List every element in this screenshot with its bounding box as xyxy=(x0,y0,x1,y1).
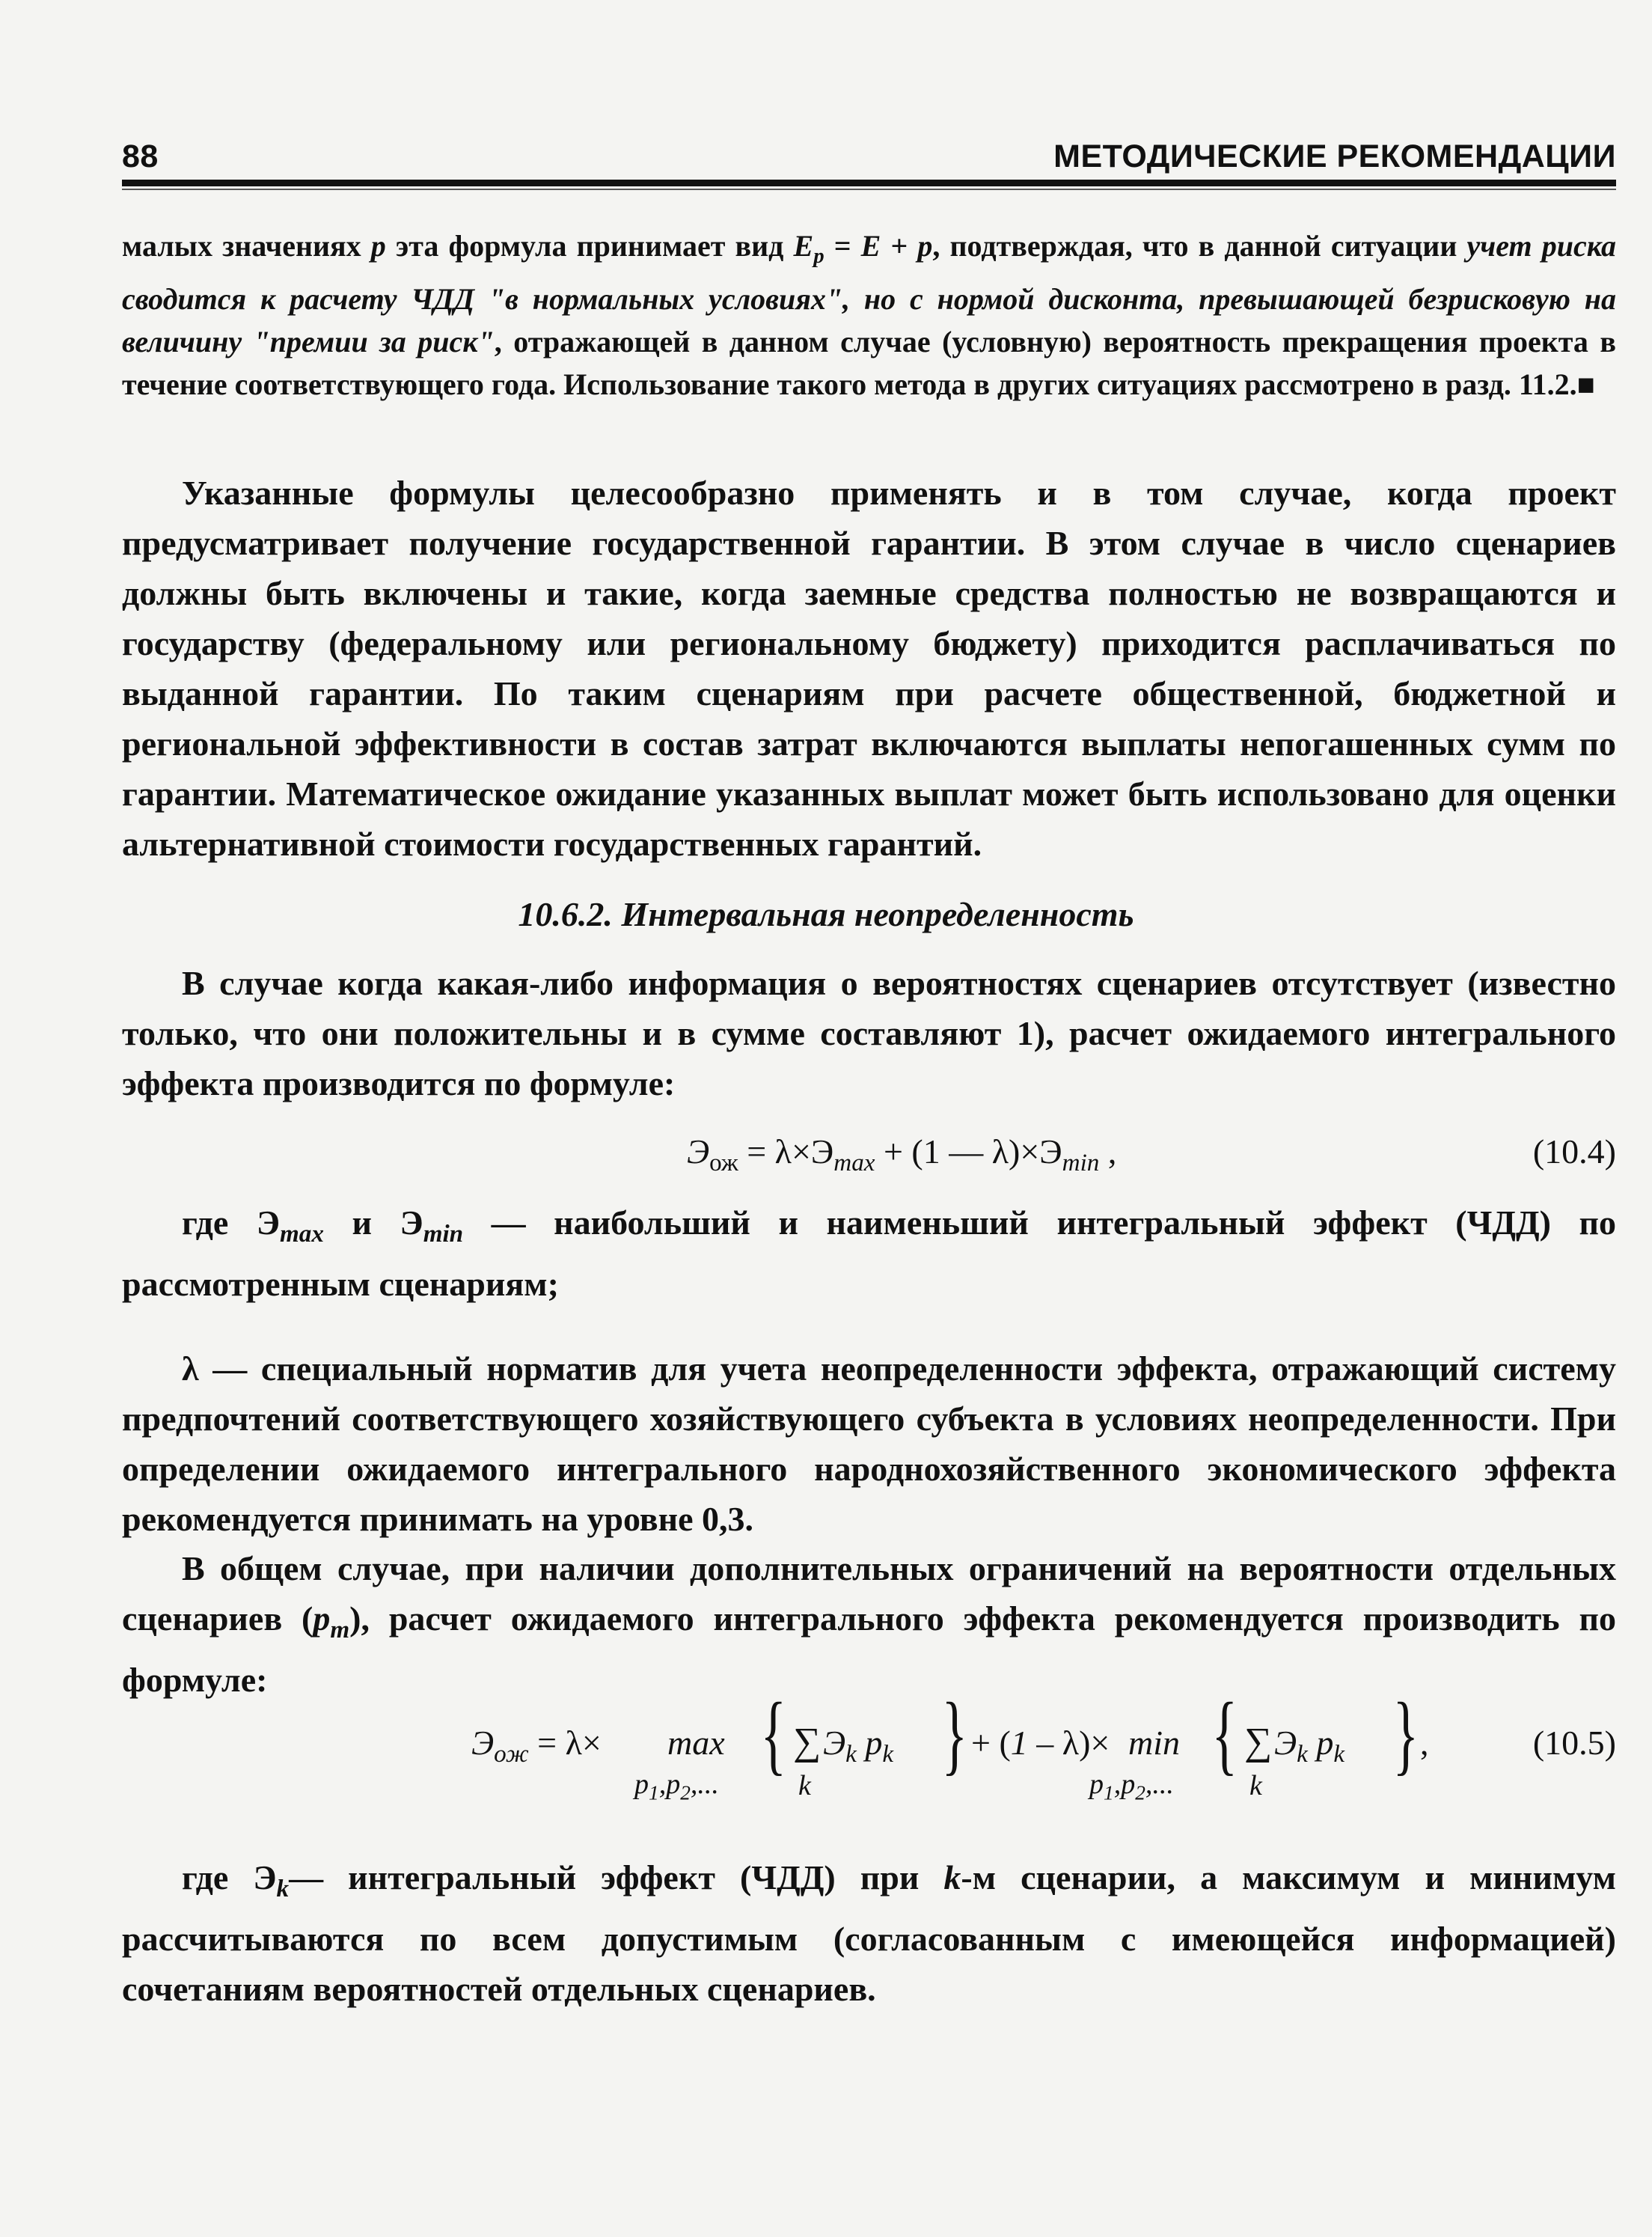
equation-number-10-4: (10.4) xyxy=(1532,1132,1616,1171)
paragraph-general-case: В общем случае, при наличии дополнительных ограничений на вероятности отдельных сценариев $(p_m)$, расчет ожидаемого интегрального эффекта рекомендуется производить по формуле: xyxy=(122,1549,1616,1700)
page-number: 88 xyxy=(122,138,159,174)
end-mark: ■ xyxy=(1576,367,1595,401)
paragraph-interval: В случае когда какая-либо информация о вероятностях сценариев отсутствует (известно только, что они положительны и в сумме составляют 1), расчет ожидаемого интегрального эффекта производится по формуле: xyxy=(122,964,1616,1102)
paragraph-continuation: малых значениях p эта формула принимает вид $E_p = E + p$, подтверждая, что в данной ситуации учет риска сводится к расчету ЧДД "в нормальных условиях", но с нормой дисконта, превышающей безрисковую на величину "премии за риск", отражающей в данном случае (условную) вероятность прекращения проекта в течение соответствующего года. Использование такого метода в других ситуациях рассмотрено в разд. 11.2.■ xyxy=(122,229,1617,401)
equation-10-5: $Э_{ож} = \lambda\times$ max $p_1,p_2$,... { ∑ $Э_k$ $p_k$ k } + (1 – λ)× min $p_1,p_2$,... { ∑ $Э_k$ $p_k$ k } , xyxy=(471,1684,1429,1804)
equation-10-4: $Э_{ож} = \lambda\times Э_{max} + (1$ — $\lambda)\times Э_{min}$ , xyxy=(687,1132,1117,1177)
paragraph-guarantees: Указанные формулы целесообразно применять и в том случае, когда проект предусматривает получение государственной гарантии. В этом случае в число сценариев должны быть включены и такие, когда заемные средства полностью не возвращаются и государству (федеральному или региональному бюджету) приходится расплачиваться по выданной гарантии. По таким сценариям при расчете общественной, бюджетной и региональной эффективности в состав затрат включаются выплаты непогашенных сумм по гарантии. Математическое ожидание указанных выплат может быть использовано для оценки альтернативной стоимости государственных гарантий. xyxy=(122,474,1616,863)
paragraph-ek-definition: где $Э_k—$ интегральный эффект (ЧДД) при k-м сценарии, а максимум и минимум рассчитываются по всем допустимым (согласованным с имеющейся информацией) сочетаниям вероятностей отдельных сценариев. xyxy=(122,1858,1617,2009)
equation-number-10-5: (10.5) xyxy=(1532,1724,1616,1762)
paragraph-lambda: λ — специальный норматив для учета неопределенности эффекта, отражающий систему предпочтений соответствующего хозяйствующего субъекта в условиях неопределенности. При определении ожидаемого интегрального народнохозяйственного экономического эффекта рекомендуется принимать на уровне 0,3. xyxy=(122,1349,1616,1538)
header-rule-thin xyxy=(122,189,1616,190)
running-title: МЕТОДИЧЕСКИЕ РЕКОМЕНДАЦИИ xyxy=(1053,138,1616,174)
header-rule xyxy=(122,180,1616,186)
section-heading: 10.6.2. Интервальная неопределенность xyxy=(518,895,1134,933)
paragraph-definitions: где $Э_{max}$ и $Э_{min}$ — наибольший и наименьший интегральный эффект (ЧДД) по рассмотренным сценариям; xyxy=(122,1203,1616,1304)
